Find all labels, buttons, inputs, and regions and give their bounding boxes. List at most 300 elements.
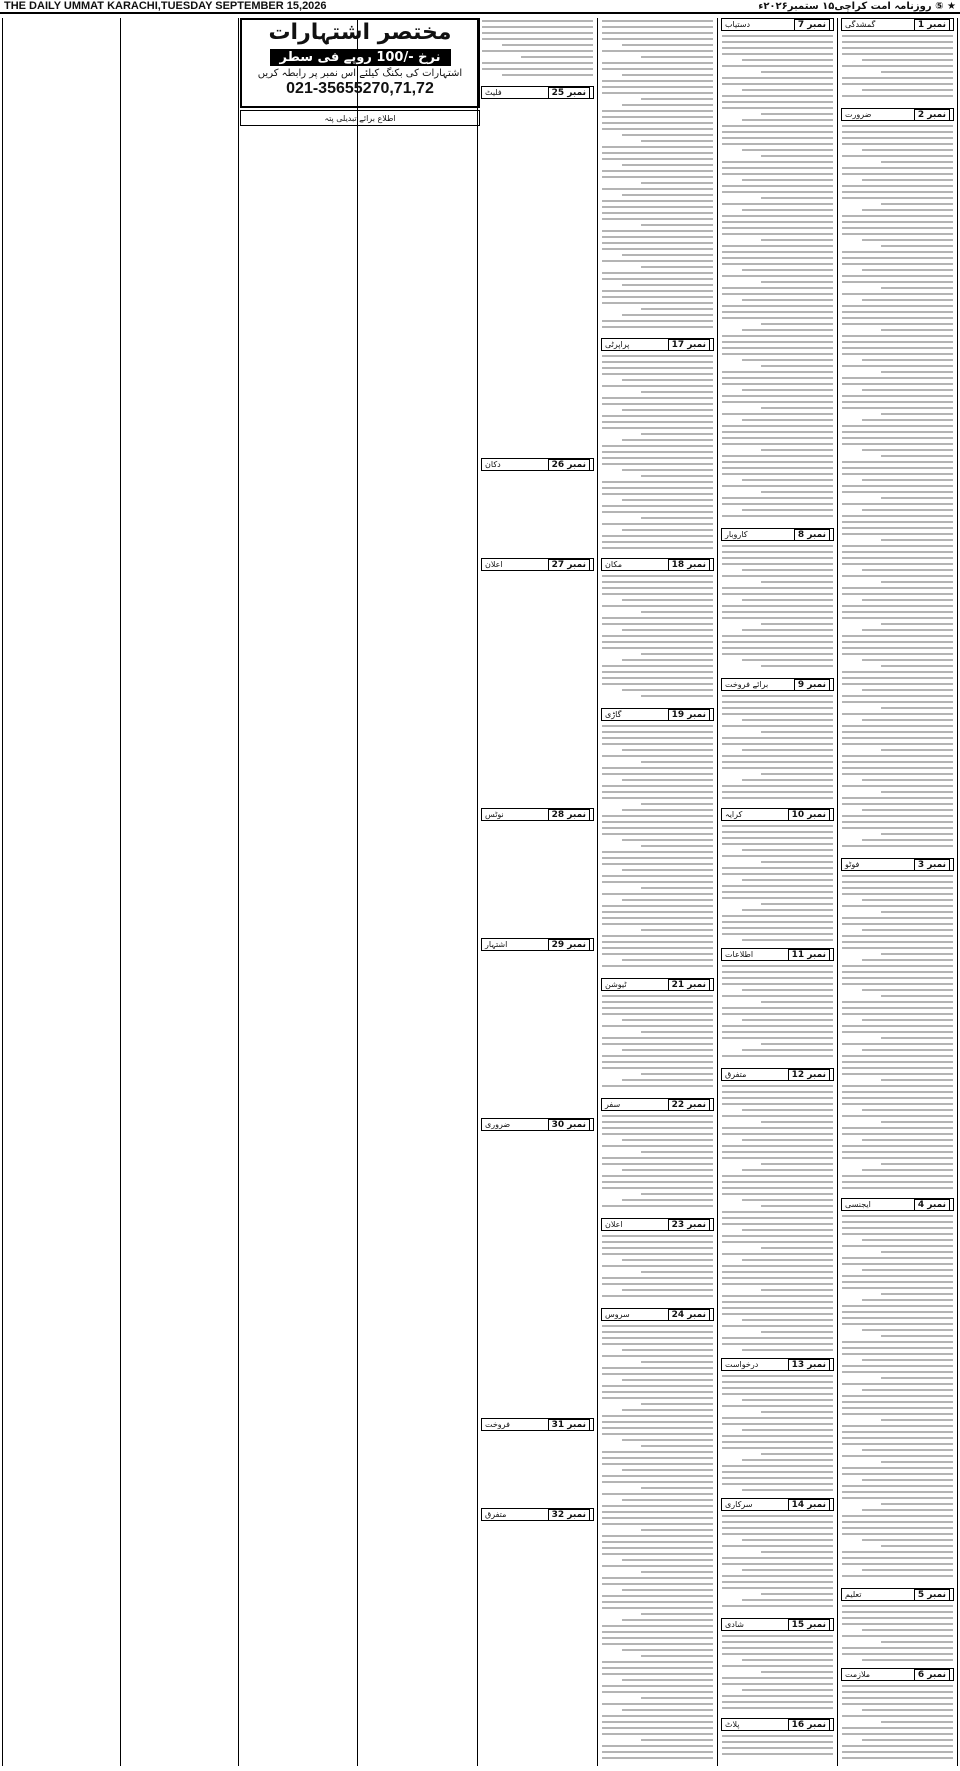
text-line xyxy=(881,665,953,667)
text-line xyxy=(862,1629,953,1631)
text-line xyxy=(842,1407,953,1409)
text-line xyxy=(881,1079,953,1081)
text-line xyxy=(622,1259,713,1261)
text-line xyxy=(742,359,833,361)
section-number: نمبر 17 xyxy=(668,339,710,351)
text-line xyxy=(881,1503,953,1505)
text-line xyxy=(602,1325,713,1327)
text-line xyxy=(722,1307,833,1309)
text-line xyxy=(881,245,953,247)
text-line xyxy=(622,1619,713,1621)
text-line xyxy=(862,239,953,241)
text-line xyxy=(602,367,713,369)
text-line xyxy=(602,755,713,757)
text-line xyxy=(742,1569,833,1571)
text-line xyxy=(602,827,713,829)
text-line xyxy=(842,1067,953,1069)
text-line xyxy=(722,933,833,935)
text-line xyxy=(742,1229,833,1231)
text-line xyxy=(602,911,713,913)
text-line xyxy=(602,875,713,877)
text-line xyxy=(722,1393,833,1395)
text-line xyxy=(862,179,953,181)
text-line xyxy=(602,92,713,94)
text-line xyxy=(722,1025,833,1027)
text-line xyxy=(622,1139,713,1141)
text-line xyxy=(842,95,953,97)
text-line xyxy=(742,849,833,851)
text-line xyxy=(602,1493,713,1495)
text-line xyxy=(842,1215,953,1217)
section-number: نمبر 8 xyxy=(794,529,830,541)
text-line xyxy=(862,1569,953,1571)
text-line xyxy=(722,1515,833,1517)
section-category: شادی xyxy=(725,1620,744,1629)
text-line xyxy=(881,623,953,625)
text-line xyxy=(722,1241,833,1243)
text-line xyxy=(842,971,953,973)
text-block xyxy=(722,695,833,803)
text-line xyxy=(622,44,713,46)
text-line xyxy=(722,503,833,505)
text-line xyxy=(602,665,713,667)
text-line xyxy=(602,1583,713,1585)
section-number: نمبر 11 xyxy=(788,949,830,961)
text-line xyxy=(742,1319,833,1321)
text-line xyxy=(722,797,833,799)
text-line xyxy=(722,927,833,929)
text-line xyxy=(622,529,713,531)
text-line xyxy=(842,587,953,589)
text-line xyxy=(862,809,953,811)
text-block xyxy=(602,1325,713,1763)
text-line xyxy=(842,1001,953,1003)
text-line xyxy=(761,623,833,625)
section-header xyxy=(481,808,594,821)
text-line xyxy=(602,1055,713,1057)
text-line xyxy=(761,1121,833,1123)
text-line xyxy=(602,1247,713,1249)
text-line xyxy=(602,1373,713,1375)
text-line xyxy=(862,1239,953,1241)
text-line xyxy=(722,1085,833,1087)
text-line xyxy=(722,413,833,415)
text-line xyxy=(722,1665,833,1667)
text-line xyxy=(722,311,833,313)
text-line xyxy=(842,1257,953,1259)
text-line xyxy=(602,1013,713,1015)
text-line xyxy=(881,911,953,913)
text-line xyxy=(602,767,713,769)
text-line xyxy=(742,879,833,881)
text-line xyxy=(842,383,953,385)
text-line xyxy=(842,1383,953,1385)
text-block xyxy=(722,545,833,671)
text-line xyxy=(761,1043,833,1045)
text-line xyxy=(842,377,953,379)
text-line xyxy=(862,1479,953,1481)
section-header xyxy=(601,1218,714,1231)
text-line xyxy=(842,1647,953,1649)
text-line xyxy=(722,1471,833,1473)
text-line xyxy=(602,290,713,292)
text-line xyxy=(842,1103,953,1105)
section-number: نمبر 28 xyxy=(548,809,590,821)
text-line xyxy=(842,743,953,745)
text-line xyxy=(722,1055,833,1057)
text-line xyxy=(842,1157,953,1159)
text-line xyxy=(761,1163,833,1165)
text-block xyxy=(722,1375,833,1495)
text-line xyxy=(602,1565,713,1567)
text-line xyxy=(842,137,953,139)
text-line xyxy=(842,47,953,49)
text-line xyxy=(722,1545,833,1547)
text-line xyxy=(641,433,713,435)
section-header xyxy=(721,1068,834,1081)
text-line xyxy=(742,939,833,941)
text-line xyxy=(842,1115,953,1117)
text-line xyxy=(602,623,713,625)
text-line xyxy=(602,1643,713,1645)
text-line xyxy=(602,1745,713,1747)
text-line xyxy=(742,599,833,601)
text-line xyxy=(842,1575,953,1577)
text-line xyxy=(602,547,713,549)
text-line xyxy=(722,557,833,559)
text-line xyxy=(722,563,833,565)
text-line xyxy=(842,1145,953,1147)
text-line xyxy=(842,563,953,565)
text-line xyxy=(742,329,833,331)
text-line xyxy=(722,593,833,595)
text-line xyxy=(862,299,953,301)
text-line xyxy=(842,941,953,943)
text-line xyxy=(602,1631,713,1633)
text-line xyxy=(722,995,833,997)
section-category: ایجنسی xyxy=(845,1200,871,1209)
section-category: درخواست xyxy=(725,1360,759,1369)
text-line xyxy=(722,1477,833,1479)
text-line xyxy=(722,897,833,899)
text-line xyxy=(722,173,833,175)
text-line xyxy=(641,761,713,763)
text-line xyxy=(602,881,713,883)
section-header xyxy=(481,1508,594,1521)
text-line xyxy=(602,671,713,673)
text-line xyxy=(722,695,833,697)
text-line xyxy=(722,485,833,487)
text-line xyxy=(842,1323,953,1325)
text-line xyxy=(602,355,713,357)
text-line xyxy=(722,395,833,397)
text-line xyxy=(742,1109,833,1111)
text-line xyxy=(842,365,953,367)
section-category: نوٹس xyxy=(485,810,504,819)
text-line xyxy=(842,761,953,763)
text-line xyxy=(842,311,953,313)
section-category: ٹیوشن xyxy=(605,980,627,989)
text-line xyxy=(842,1685,953,1687)
text-line xyxy=(602,1241,713,1243)
text-line xyxy=(742,1599,833,1601)
text-line xyxy=(641,1487,713,1489)
section-category: متفرق xyxy=(725,1070,747,1079)
section-header xyxy=(721,528,834,541)
text-line xyxy=(602,1637,713,1639)
text-line xyxy=(862,839,953,841)
text-line xyxy=(722,437,833,439)
text-line xyxy=(722,401,833,403)
section-category: سرکاری xyxy=(725,1500,753,1509)
text-line xyxy=(602,403,713,405)
text-line xyxy=(742,719,833,721)
text-line xyxy=(602,158,713,160)
section-header xyxy=(721,18,834,31)
text-line xyxy=(881,581,953,583)
section-header xyxy=(721,678,834,691)
text-line xyxy=(862,929,953,931)
text-line xyxy=(602,1751,713,1753)
text-line xyxy=(862,1359,953,1361)
text-line xyxy=(881,1163,953,1165)
text-line xyxy=(722,467,833,469)
text-line xyxy=(722,1223,833,1225)
text-line xyxy=(842,593,953,595)
text-line xyxy=(842,887,953,889)
text-line xyxy=(722,53,833,55)
text-line xyxy=(602,1235,713,1237)
text-line xyxy=(622,1079,713,1081)
text-line xyxy=(842,1497,953,1499)
text-line xyxy=(602,50,713,52)
text-line xyxy=(842,53,953,55)
text-line xyxy=(862,1169,953,1171)
text-line xyxy=(761,1551,833,1553)
text-line xyxy=(742,779,833,781)
text-line xyxy=(842,731,953,733)
ad-booking-text: اشتہارات کی بکنگ کیلئے اس نمبر پر رابطہ کریں xyxy=(257,68,463,79)
text-line xyxy=(622,104,713,106)
text-line xyxy=(641,845,713,847)
text-line xyxy=(881,1545,953,1547)
text-block xyxy=(842,35,953,101)
text-line xyxy=(602,152,713,154)
section-category: گمشدگی xyxy=(845,20,876,29)
text-line xyxy=(722,755,833,757)
text-line xyxy=(742,269,833,271)
text-line xyxy=(602,587,713,589)
column-3 xyxy=(238,18,357,1766)
section-number: نمبر 15 xyxy=(788,1619,830,1631)
text-line xyxy=(602,1685,713,1687)
text-line xyxy=(722,1211,833,1213)
text-line xyxy=(722,1313,833,1315)
text-line xyxy=(602,1175,713,1177)
text-line xyxy=(881,1251,953,1253)
address-change-notice: اطلاع برائے تبدیلی پتہ xyxy=(240,110,480,126)
text-line xyxy=(881,455,953,457)
text-line xyxy=(842,1751,953,1753)
text-line xyxy=(842,443,953,445)
text-line xyxy=(881,203,953,205)
text-line xyxy=(862,899,953,901)
text-line xyxy=(722,227,833,229)
section-number: نمبر 23 xyxy=(668,1219,710,1231)
text-block xyxy=(842,1215,953,1581)
text-line xyxy=(842,1455,953,1457)
text-line xyxy=(842,617,953,619)
text-line xyxy=(881,371,953,373)
text-line xyxy=(602,1661,713,1663)
text-line xyxy=(602,725,713,727)
text-line xyxy=(602,1703,713,1705)
text-line xyxy=(862,89,953,91)
text-line xyxy=(602,1085,713,1087)
text-line xyxy=(722,317,833,319)
text-line xyxy=(842,1055,953,1057)
text-line xyxy=(881,707,953,709)
section-category: برائے فروخت xyxy=(725,680,769,689)
ad-title: مختصر اشتہارات xyxy=(268,20,452,45)
text-line xyxy=(842,1181,953,1183)
text-line xyxy=(842,1515,953,1517)
classified-ad-banner xyxy=(240,18,480,108)
text-line xyxy=(842,323,953,325)
text-line xyxy=(842,1733,953,1735)
text-line xyxy=(842,1317,953,1319)
section-header xyxy=(841,1668,954,1681)
text-line xyxy=(842,527,953,529)
text-line xyxy=(602,821,713,823)
text-line xyxy=(722,1557,833,1559)
text-line xyxy=(881,1377,953,1379)
text-line xyxy=(722,425,833,427)
text-line xyxy=(602,523,713,525)
text-line xyxy=(862,1659,953,1661)
section-number: نمبر 4 xyxy=(914,1199,950,1211)
text-line xyxy=(842,551,953,553)
text-block xyxy=(602,725,713,971)
text-line xyxy=(862,779,953,781)
text-line xyxy=(482,38,593,40)
text-line xyxy=(641,653,713,655)
section-number: نمبر 26 xyxy=(548,459,590,471)
text-line xyxy=(602,296,713,298)
text-line xyxy=(602,851,713,853)
section-number: نمبر 24 xyxy=(668,1309,710,1321)
text-line xyxy=(742,1169,833,1171)
text-line xyxy=(881,1419,953,1421)
text-line xyxy=(602,1577,713,1579)
text-line xyxy=(881,287,953,289)
text-line xyxy=(641,887,713,889)
text-line xyxy=(622,959,713,961)
text-line xyxy=(842,1233,953,1235)
text-line xyxy=(842,701,953,703)
text-line xyxy=(722,1157,833,1159)
text-line xyxy=(722,837,833,839)
text-line xyxy=(602,935,713,937)
text-line xyxy=(842,875,953,877)
section-header xyxy=(481,86,594,99)
text-line xyxy=(602,1727,713,1729)
text-line xyxy=(602,1607,713,1609)
text-line xyxy=(842,1341,953,1343)
text-line xyxy=(602,1523,713,1525)
text-line xyxy=(842,1635,953,1637)
text-line xyxy=(842,695,953,697)
text-line xyxy=(602,445,713,447)
section-category: فروخت xyxy=(485,1420,510,1429)
text-line xyxy=(722,1447,833,1449)
text-line xyxy=(722,1563,833,1565)
text-line xyxy=(622,629,713,631)
text-line xyxy=(761,1247,833,1249)
text-line xyxy=(842,1563,953,1565)
section-category: سروس xyxy=(605,1310,630,1319)
text-line xyxy=(602,511,713,513)
section-header xyxy=(841,108,954,121)
text-line xyxy=(602,605,713,607)
text-line xyxy=(881,329,953,331)
section-header xyxy=(481,1118,594,1131)
text-block xyxy=(842,125,953,851)
text-line xyxy=(602,230,713,232)
text-line xyxy=(842,167,953,169)
section-number: نمبر 13 xyxy=(788,1359,830,1371)
text-line xyxy=(722,855,833,857)
text-line xyxy=(842,821,953,823)
text-line xyxy=(722,1381,833,1383)
text-line xyxy=(761,903,833,905)
text-line xyxy=(722,737,833,739)
text-line xyxy=(602,1421,713,1423)
text-line xyxy=(862,1269,953,1271)
text-line xyxy=(842,317,953,319)
text-line xyxy=(742,479,833,481)
text-line xyxy=(862,1139,953,1141)
text-line xyxy=(602,641,713,643)
text-line xyxy=(842,575,953,577)
section-header xyxy=(721,948,834,961)
text-line xyxy=(602,170,713,172)
section-category: ضروری xyxy=(485,1120,511,1129)
text-line xyxy=(722,257,833,259)
text-line xyxy=(862,1019,953,1021)
text-line xyxy=(622,1709,713,1711)
text-line xyxy=(722,185,833,187)
text-line xyxy=(842,647,953,649)
text-line xyxy=(602,122,713,124)
text-line xyxy=(602,272,713,274)
text-line xyxy=(602,1331,713,1333)
text-line xyxy=(602,200,713,202)
text-line xyxy=(602,415,713,417)
text-line xyxy=(722,977,833,979)
text-line xyxy=(622,1589,713,1591)
text-line xyxy=(742,299,833,301)
text-line xyxy=(602,1145,713,1147)
text-line xyxy=(622,1409,713,1411)
text-line xyxy=(742,1489,833,1491)
text-line xyxy=(842,425,953,427)
text-line xyxy=(602,1553,713,1555)
text-line xyxy=(622,409,713,411)
text-line xyxy=(602,1067,713,1069)
text-line xyxy=(842,1431,953,1433)
text-line xyxy=(742,89,833,91)
